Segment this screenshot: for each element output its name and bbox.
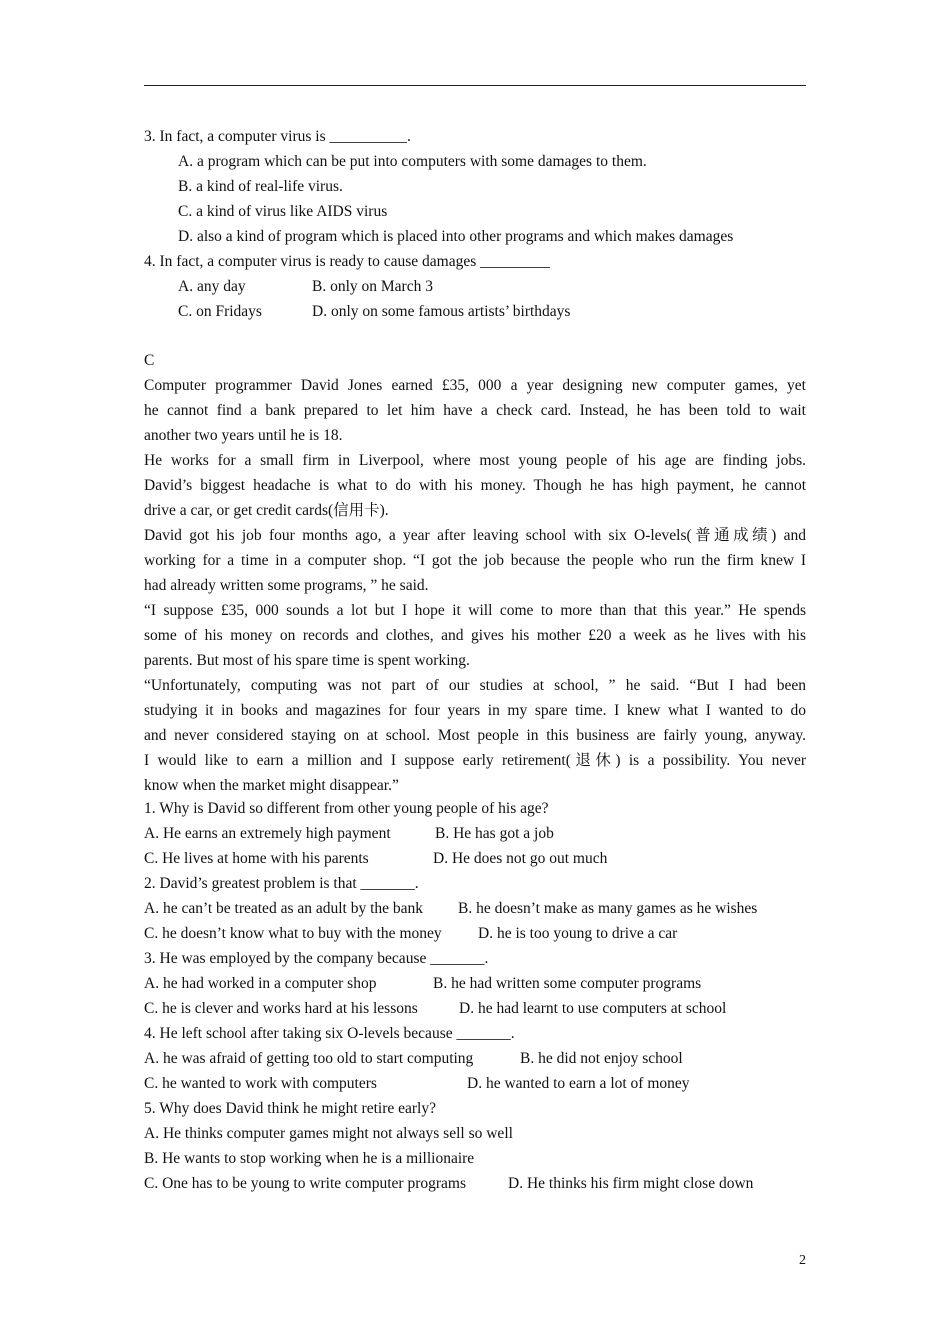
section-heading: C bbox=[144, 352, 155, 369]
option-b: B. he did not enjoy school bbox=[520, 1050, 683, 1067]
question-stem: 2. David’s greatest problem is that _______. bbox=[144, 875, 419, 892]
question-stem: 4. In fact, a computer virus is ready to cause damages _________ bbox=[144, 253, 550, 270]
option-b: B. he had written some computer programs bbox=[433, 975, 702, 992]
option-d: D. he had learnt to use computers at school bbox=[459, 1000, 727, 1017]
section-c-passage bbox=[144, 348, 806, 798]
option-a: A. He thinks computer games might not always sell so well bbox=[144, 1125, 513, 1142]
passage-line: another two years until he is 18. bbox=[144, 427, 343, 444]
option-a: A. He earns an extremely high payment bbox=[144, 825, 391, 842]
passage-line: He works for a small firm in Liverpool, where most young people of his age are finding jobs. bbox=[144, 452, 806, 469]
option-a: A. any day bbox=[178, 278, 246, 295]
option-row bbox=[144, 896, 806, 921]
option-row bbox=[144, 299, 806, 324]
option-row bbox=[144, 846, 806, 871]
option-d: D. He does not go out much bbox=[433, 850, 608, 867]
option-row bbox=[144, 821, 806, 846]
section-b-questions bbox=[144, 124, 806, 324]
option-c: C. he wanted to work with computers bbox=[144, 1075, 377, 1092]
option-row bbox=[144, 921, 806, 946]
header-rule bbox=[144, 85, 806, 86]
passage-line: David’s biggest headache is what to do with his money. Though he has high payment, he cannot bbox=[144, 477, 806, 494]
question-stem: 3. In fact, a computer virus is __________. bbox=[144, 128, 411, 145]
option-b: B. a kind of real-life virus. bbox=[178, 178, 343, 195]
passage-line: “Unfortunately, computing was not part of our studies at school, ” he said. “But I had been bbox=[144, 677, 806, 694]
passage-line: David got his job four months ago, a year after leaving school with six O-levels(普通成绩) and bbox=[144, 527, 806, 544]
option-a: A. he can’t be treated as an adult by the bank bbox=[144, 900, 424, 917]
passage-line: parents. But most of his spare time is spent working. bbox=[144, 652, 470, 669]
option-c: C. he doesn’t know what to buy with the money bbox=[144, 925, 442, 942]
option-c: C. he is clever and works hard at his lessons bbox=[144, 1000, 418, 1017]
option-b: B. only on March 3 bbox=[312, 278, 433, 295]
option-a: A. he was afraid of getting too old to start computing bbox=[144, 1050, 474, 1067]
option-d: D. he is too young to drive a car bbox=[478, 925, 678, 942]
question-stem: 5. Why does David think he might retire early? bbox=[144, 1100, 436, 1117]
option-row bbox=[144, 1046, 806, 1071]
passage-line: he cannot find a bank prepared to let him have a check card. Instead, he has been told to wait bbox=[144, 402, 806, 419]
option-row bbox=[144, 971, 806, 996]
option-row bbox=[144, 996, 806, 1021]
question-stem: 4. He left school after taking six O-levels because _______. bbox=[144, 1025, 515, 1042]
passage-line: some of his money on records and clothes, and gives his mother £20 a week as he lives with his bbox=[144, 627, 806, 644]
option-row bbox=[144, 1171, 806, 1196]
question-stem: 3. He was employed by the company because _______. bbox=[144, 950, 489, 967]
passage-line: and never considered staying on at school. Most people in this business are fairly young, anyway. bbox=[144, 727, 806, 744]
option-a: A. he had worked in a computer shop bbox=[144, 975, 377, 992]
option-d: D. he wanted to earn a lot of money bbox=[467, 1075, 690, 1092]
passage-line: know when the market might disappear.” bbox=[144, 777, 399, 794]
page-number: 2 bbox=[799, 1253, 806, 1268]
option-d: D. He thinks his firm might close down bbox=[508, 1175, 754, 1192]
passage-line: Computer programmer David Jones earned £35, 000 a year designing new computer games, yet bbox=[144, 377, 806, 394]
option-d: D. also a kind of program which is placed into other programs and which makes damages bbox=[178, 228, 734, 245]
option-c: C. He lives at home with his parents bbox=[144, 850, 369, 867]
passage-line: studying it in books and magazines for four years in my spare time. I knew what I wanted to do bbox=[144, 702, 806, 719]
option-b: B. He has got a job bbox=[435, 825, 554, 842]
option-d: D. only on some famous artists’ birthdays bbox=[312, 303, 571, 320]
option-row bbox=[144, 1071, 806, 1096]
option-b: B. He wants to stop working when he is a millionaire bbox=[144, 1150, 475, 1167]
option-row bbox=[144, 274, 806, 299]
passage-line: “I suppose £35, 000 sounds a lot but I hope it will come to more than that this year.” He spends bbox=[144, 602, 806, 619]
option-a: A. a program which can be put into computers with some damages to them. bbox=[178, 153, 647, 170]
passage-line: I would like to earn a million and I suppose early retirement(退休) is a possibility. You never bbox=[144, 752, 806, 769]
option-c: C. One has to be young to write computer programs bbox=[144, 1175, 466, 1192]
passage-line: drive a car, or get credit cards(信用卡). bbox=[144, 502, 389, 519]
option-c: C. on Fridays bbox=[178, 303, 262, 320]
option-b: B. he doesn’t make as many games as he wishes bbox=[458, 900, 758, 917]
section-c-questions bbox=[144, 796, 806, 1196]
passage-line: working for a time in a computer shop. “I got the job because the people who run the firm knew I bbox=[144, 552, 806, 569]
question-stem: 1. Why is David so different from other young people of his age? bbox=[144, 800, 549, 817]
passage-line: had already written some programs, ” he said. bbox=[144, 577, 429, 594]
option-c: C. a kind of virus like AIDS virus bbox=[178, 203, 388, 220]
